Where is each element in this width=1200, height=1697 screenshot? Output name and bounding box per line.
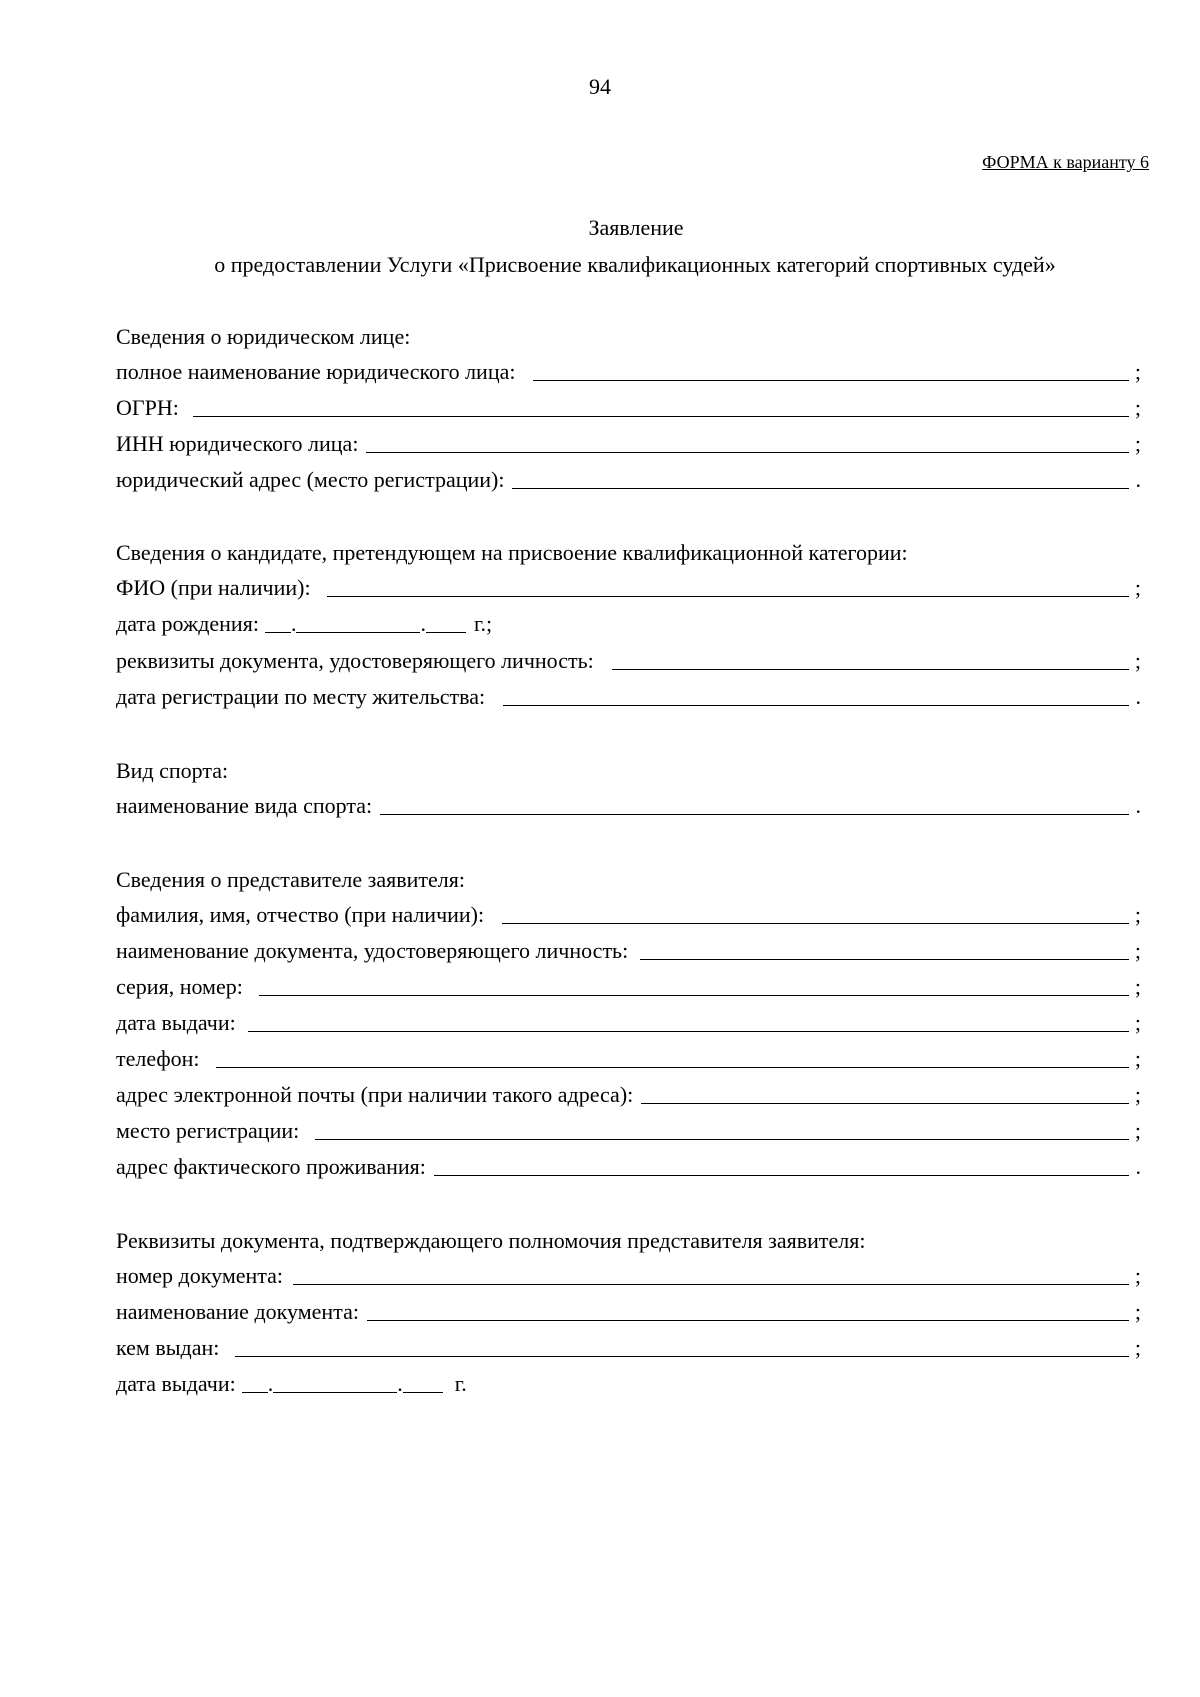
field-label: адрес электронной почты (при наличии такого адреса):	[116, 1082, 634, 1107]
field-label: серия, номер:	[116, 974, 243, 999]
field-label: дата выдачи:	[116, 1010, 236, 1035]
field-end-mark: ;	[1134, 1082, 1141, 1107]
authority-document-issuer-field[interactable]	[116, 1331, 1141, 1363]
authority-document-issue-date-field[interactable]	[116, 1369, 467, 1399]
field-label: ОГРН:	[116, 395, 179, 420]
representative-fio-field[interactable]	[116, 898, 1141, 930]
legal-entity-ogrn-field[interactable]	[116, 391, 1141, 423]
year-suffix: г.;	[473, 611, 493, 636]
field-underline[interactable]	[512, 487, 1129, 489]
field-end-mark: .	[1135, 793, 1141, 818]
form-variant-label: ФОРМА к варианту 6	[982, 152, 1149, 172]
field-underline[interactable]	[216, 1066, 1129, 1068]
year-blank[interactable]	[403, 1391, 443, 1393]
field-end-mark: ;	[1134, 1335, 1141, 1360]
sport-name-field[interactable]	[116, 789, 1141, 821]
field-underline[interactable]	[293, 1283, 1129, 1285]
field-end-mark: ;	[1134, 1118, 1141, 1143]
date-separator: .	[290, 611, 297, 636]
sport-heading: Вид спорта:	[116, 758, 229, 783]
field-end-mark: ;	[1134, 1046, 1141, 1071]
authority-document-name-field[interactable]	[116, 1295, 1141, 1327]
representative-registration-place-field[interactable]	[116, 1114, 1141, 1146]
field-end-mark: ;	[1134, 902, 1141, 927]
field-underline[interactable]	[380, 813, 1129, 815]
candidate-id-document-field[interactable]	[116, 644, 1141, 676]
field-label: адрес фактического проживания:	[116, 1154, 426, 1179]
field-underline[interactable]	[366, 451, 1129, 453]
representative-series-number-field[interactable]	[116, 970, 1141, 1002]
field-end-mark: ;	[1134, 974, 1141, 999]
field-end-mark: ;	[1134, 1010, 1141, 1035]
field-underline[interactable]	[193, 415, 1129, 417]
day-blank[interactable]	[242, 1391, 268, 1393]
field-label: полное наименование юридического лица:	[116, 359, 516, 384]
field-label: место регистрации:	[116, 1118, 300, 1143]
representative-phone-field[interactable]	[116, 1042, 1141, 1074]
field-label: юридический адрес (место регистрации):	[116, 467, 505, 492]
authority-document-number-field[interactable]	[116, 1259, 1141, 1291]
field-label: ФИО (при наличии):	[116, 575, 311, 600]
field-underline[interactable]	[259, 994, 1129, 996]
page-number: 94	[589, 74, 611, 99]
field-end-mark: .	[1135, 1154, 1141, 1179]
legal-entity-full-name-field[interactable]	[116, 355, 1141, 387]
representative-issue-date-field[interactable]	[116, 1006, 1141, 1038]
field-label: наименование вида спорта:	[116, 793, 373, 818]
field-label: наименование документа, удостоверяющего личность:	[116, 938, 629, 963]
field-underline[interactable]	[640, 958, 1129, 960]
field-end-mark: ;	[1134, 1299, 1141, 1324]
representative-email-field[interactable]	[116, 1078, 1141, 1110]
field-underline[interactable]	[248, 1030, 1129, 1032]
day-blank[interactable]	[265, 631, 291, 633]
field-label: реквизиты документа, удостоверяющего личность:	[116, 648, 594, 673]
field-end-mark: ;	[1134, 648, 1141, 673]
authority-document-heading: Реквизиты документа, подтверждающего полномочия представителя заявителя:	[116, 1228, 866, 1253]
field-underline[interactable]	[315, 1138, 1129, 1140]
date-separator: .	[267, 1371, 274, 1396]
field-end-mark: ;	[1134, 938, 1141, 963]
field-label: ИНН юридического лица:	[116, 431, 359, 456]
field-label: кем выдан:	[116, 1335, 220, 1360]
field-underline[interactable]	[434, 1174, 1129, 1176]
field-label: номер документа:	[116, 1263, 284, 1288]
field-label: дата выдачи:	[116, 1371, 236, 1396]
field-label: фамилия, имя, отчество (при наличии):	[116, 902, 485, 927]
field-label: дата рождения:	[116, 611, 259, 636]
year-suffix: г.	[454, 1371, 467, 1396]
field-underline[interactable]	[502, 922, 1129, 924]
date-separator: .	[397, 1371, 403, 1396]
field-label: дата регистрации по месту жительства:	[116, 684, 486, 709]
representative-actual-address-field[interactable]	[116, 1150, 1141, 1182]
field-underline[interactable]	[641, 1102, 1129, 1104]
representative-heading: Сведения о представителе заявителя:	[116, 867, 465, 892]
document-subtitle: о предоставлении Услуги «Присвоение квалификационных категорий спортивных судей»	[214, 252, 1056, 277]
date-separator: .	[420, 611, 426, 636]
field-end-mark: .	[1135, 467, 1141, 492]
field-underline[interactable]	[533, 379, 1129, 381]
field-label: телефон:	[116, 1046, 200, 1071]
field-underline[interactable]	[503, 704, 1129, 706]
field-end-mark: ;	[1134, 431, 1141, 456]
legal-entity-address-field[interactable]	[116, 463, 1141, 495]
field-end-mark: ;	[1134, 359, 1141, 384]
legal-entity-inn-field[interactable]	[116, 427, 1141, 459]
candidate-heading: Сведения о кандидате, претендующем на присвоение квалификационной категории:	[116, 540, 908, 565]
field-end-mark: ;	[1134, 575, 1141, 600]
representative-id-document-name-field[interactable]	[116, 934, 1141, 966]
candidate-birth-date-field[interactable]	[116, 609, 492, 639]
field-end-mark: ;	[1134, 395, 1141, 420]
field-underline[interactable]	[612, 668, 1129, 670]
document-title: Заявление	[588, 215, 684, 240]
month-blank[interactable]	[273, 1391, 397, 1393]
field-underline[interactable]	[367, 1319, 1129, 1321]
month-blank[interactable]	[296, 631, 420, 633]
candidate-fio-field[interactable]	[116, 571, 1141, 603]
field-end-mark: .	[1135, 684, 1141, 709]
field-label: наименование документа:	[116, 1299, 359, 1324]
legal-entity-heading: Сведения о юридическом лице:	[116, 324, 411, 349]
candidate-registration-date-field[interactable]	[116, 680, 1141, 712]
field-end-mark: ;	[1134, 1263, 1141, 1288]
field-underline[interactable]	[235, 1355, 1129, 1357]
field-underline[interactable]	[327, 595, 1129, 597]
year-blank[interactable]	[426, 631, 466, 633]
